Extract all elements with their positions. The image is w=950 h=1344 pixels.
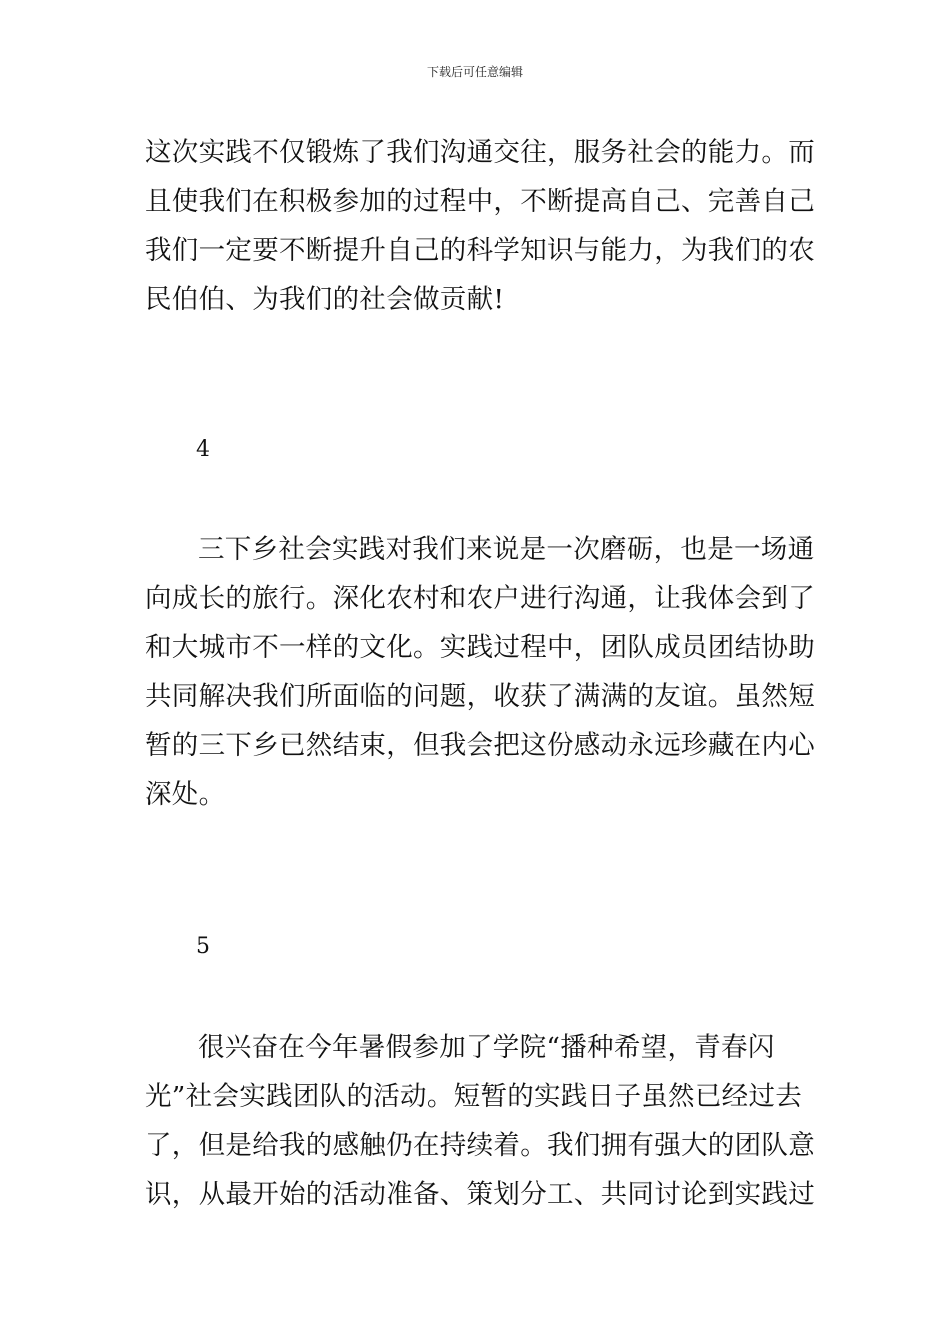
section-number-5: 5: [196, 934, 210, 959]
section-number-4: 4: [196, 437, 210, 462]
text-line: 了，但是给我的感触仍在持续着。我们拥有强大的团队意: [145, 1130, 815, 1161]
text-line: 民伯伯、为我们的社会做贡献!: [145, 284, 505, 315]
paragraph-1: [145, 128, 815, 324]
text-line: 共同解决我们所面临的问题，收获了满满的友谊。虽然短: [145, 681, 815, 712]
text-line: 识，从最开始的活动准备、策划分工、共同讨论到实践过: [145, 1179, 815, 1210]
text-line: 我们一定要不断提升自己的科学知识与能力，为我们的农: [145, 235, 815, 266]
paragraph-section-5: [145, 1023, 815, 1219]
text-line: 光”社会实践团队的活动。短暂的实践日子虽然已经过去: [145, 1081, 803, 1112]
text-line: 且使我们在积极参加的过程中，不断提高自己、完善自己: [145, 186, 815, 217]
text-line: 深处。: [145, 779, 226, 810]
text-line: 暂的三下乡已然结束，但我会把这份感动永远珍藏在内心: [145, 730, 815, 761]
text-line: 这次实践不仅锻炼了我们沟通交往，服务社会的能力。而: [145, 137, 815, 168]
text-line: 和大城市不一样的文化。实践过程中，团队成员团结协助: [145, 632, 815, 663]
text-line: 三下乡社会实践对我们来说是一次磨砺，也是一场通: [198, 534, 815, 565]
paragraph-section-4: [145, 525, 815, 819]
text-line: 很兴奋在今年暑假参加了学院“播种希望，青春闪: [198, 1032, 775, 1063]
page-header: 下载后可任意编辑: [426, 65, 523, 79]
text-line: 向成长的旅行。深化农村和农户进行沟通，让我体会到了: [145, 583, 815, 614]
